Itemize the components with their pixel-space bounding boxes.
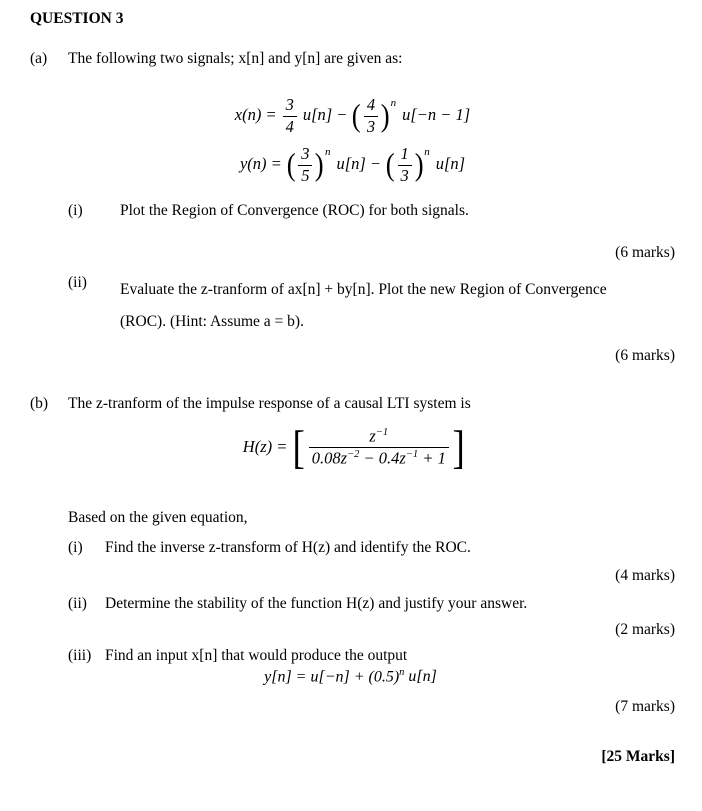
fraction-numerator: 3: [298, 145, 312, 166]
formula-y: [30, 145, 675, 186]
fraction-1-3: [398, 145, 412, 186]
item-ii-label: (ii): [68, 594, 87, 612]
formula-y-tail: u[n]: [435, 154, 466, 174]
fraction-3-5: [298, 145, 312, 186]
formula-y-lhs: y(n) =: [239, 154, 282, 174]
right-bracket: ]: [452, 422, 465, 474]
right-paren: ): [414, 147, 424, 183]
h-den-e1: −2: [347, 449, 360, 461]
marks-a-ii: (6 marks): [615, 346, 675, 364]
item-ii-label: (ii): [68, 273, 87, 291]
item-iii-text: Find an input x[n] that would produce the output: [105, 646, 408, 664]
based-row: [68, 509, 675, 527]
item-i-label: (i): [68, 201, 83, 219]
part-b-item-i: [68, 539, 675, 557]
left-paren: (: [385, 147, 395, 183]
item-i-text: Find the inverse z-transform of H(z) and identify the ROC.: [105, 538, 471, 556]
item-i-label: (i): [68, 538, 83, 556]
h-den-t3: + 1: [418, 448, 446, 468]
item-i-text: Plot the Region of Convergence (ROC) for both signals.: [120, 201, 469, 219]
formula-h-lhs: H(z) =: [242, 436, 288, 456]
formula-y-mid: u[n] −: [336, 154, 382, 174]
h-den-t1: 0.08z: [311, 448, 348, 468]
formula-h: [30, 422, 675, 474]
part-b-label: (b): [30, 394, 49, 412]
fraction-numerator: [309, 427, 449, 448]
right-paren: ): [380, 98, 390, 134]
formula-output-tail: u[n]: [408, 668, 437, 686]
fraction-4-3: [364, 96, 378, 137]
fraction-denominator: [309, 448, 449, 468]
part-b-intro: The z-tranform of the impulse response of a causal LTI system is: [68, 394, 471, 412]
part-a-intro: The following two signals; x[n] and y[n] are given as:: [68, 50, 403, 67]
h-num-exp: −1: [375, 426, 389, 438]
h-num-base: z: [369, 426, 376, 446]
fraction-h: [309, 427, 449, 469]
part-a-item-i: [68, 202, 675, 220]
part-b-item-ii: [68, 595, 675, 613]
exponent-n: n: [324, 146, 331, 159]
formula-x-tail: u[−n − 1]: [402, 105, 471, 125]
part-b-row: [30, 395, 675, 413]
exponent-n: n: [390, 97, 397, 110]
exponent-n: n: [424, 146, 430, 159]
part-a-row: [30, 50, 675, 68]
question-title: QUESTION 3: [30, 10, 124, 27]
marks-b-iii: (7 marks): [615, 698, 675, 716]
item-ii-line1: Evaluate the z-tranform of ax[n] + by[n]. Plot the new Region of Convergence: [120, 280, 607, 298]
marks-a-i: (6 marks): [615, 243, 675, 261]
formula-x-lhs: x(n) =: [234, 105, 277, 125]
formula-output-head: y[n] = u[−n] + (0.5): [264, 668, 400, 686]
formula-output: [30, 667, 675, 686]
formula-x: [30, 96, 675, 137]
part-a-item-ii: [68, 274, 675, 339]
left-bracket: [: [292, 422, 306, 474]
fraction-3-4: [283, 96, 297, 137]
item-iii-label: (iii): [68, 646, 92, 664]
h-den-t2: − 0.4z: [359, 448, 406, 468]
item-ii-line2: (ROC). (Hint: Assume a = b).: [120, 313, 304, 331]
item-ii-text: [120, 274, 607, 339]
right-paren: ): [315, 147, 325, 183]
left-paren: (: [286, 147, 296, 183]
marks-b-ii: (2 marks): [615, 620, 675, 638]
fraction-numerator: 1: [398, 145, 412, 166]
fraction-denominator: 4: [285, 116, 294, 136]
h-den-e2: −1: [405, 449, 419, 461]
fraction-denominator: 3: [366, 116, 376, 136]
based-text: Based on the given equation,: [68, 508, 248, 526]
part-a-label: (a): [30, 50, 48, 67]
part-b-item-iii: [68, 647, 675, 665]
formula-x-mid: u[n] −: [302, 105, 348, 125]
exponent-n: n: [399, 666, 405, 678]
marks-b-i: (4 marks): [615, 566, 675, 584]
item-ii-text: Determine the stability of the function H(z) and justify your answer.: [105, 594, 528, 612]
total-marks: [25 Marks]: [601, 748, 675, 766]
left-paren: (: [352, 98, 362, 134]
fraction-denominator: 5: [301, 165, 310, 185]
fraction-numerator: 4: [364, 96, 378, 117]
fraction-denominator: 3: [400, 165, 409, 185]
fraction-numerator: 3: [283, 96, 297, 117]
